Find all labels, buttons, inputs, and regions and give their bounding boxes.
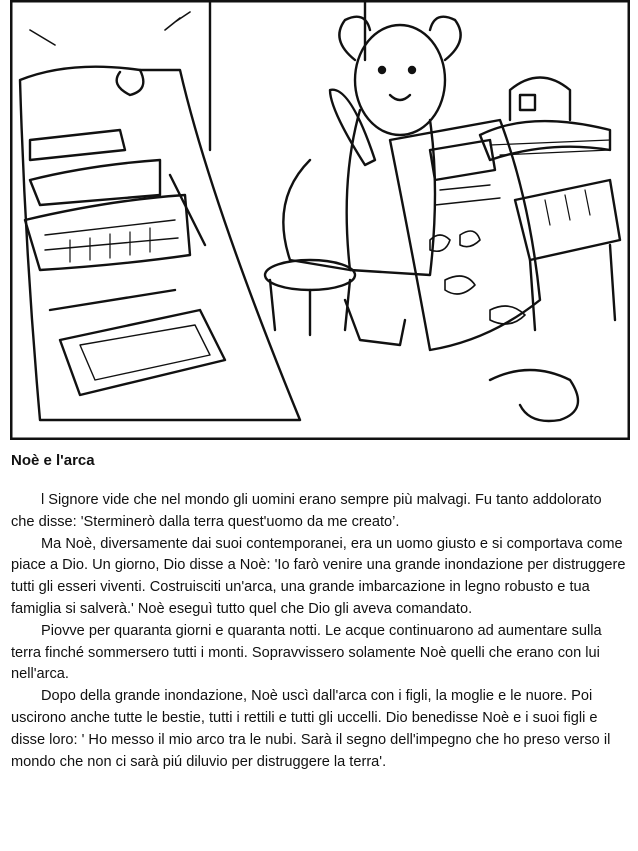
story-paragraph: Piovve per quaranta giorni e quaranta notti. Le acque continuarono ad aumentare sulla terra finché sommersero tutti i monti. Sopravvissero solamente Noè quelli che erano con lui nell'arca. (11, 622, 602, 683)
ark-plan-icon (25, 130, 225, 395)
stool-icon (265, 260, 355, 335)
coloring-illustration (10, 0, 630, 440)
story-paragraph: l Signore vide che nel mondo gli uomini erano sempre più malvagi. Fu tanto addolorato che disse: 'Sterminerò dalla terra quest'uomo da me creato’. (11, 492, 602, 530)
quill-icon (330, 90, 375, 165)
story-text (11, 452, 627, 773)
house-icon (480, 78, 610, 161)
story-paragraph: Dopo della grande inondazione, Noè uscì dall'arca con i figli, la moglie e le nuore. Poi uscirono anche tutte le bestie, tutti i rettili e tutti gli uccelli. Dio benedisse Noè e i suoi figli e disse loro: ' Ho messo il mio arco tra le nubi. Sarà il segno dell'impegno che ho preso verso il mondo che non ci sarà piú diluvio per distruggere la terra'. (11, 688, 611, 770)
story-paragraph: Ma Noè, diversamente dai suoi contemporanei, era un uomo giusto e si comportava come piace a Dio. Un giorno, Dio disse a Noè: 'Io farò venire una grande inondazione per distruggere tutti gli esseri viventi. Costruisciti un'arca, una grande imbarcazione in legno robusto e tua famiglia si salverà.' Noè eseguì tutto quel che Dio gli aveva comandato. (11, 535, 626, 617)
blueprint-scroll-icon (20, 67, 300, 420)
story-title: Noè e l'arca (11, 452, 95, 469)
